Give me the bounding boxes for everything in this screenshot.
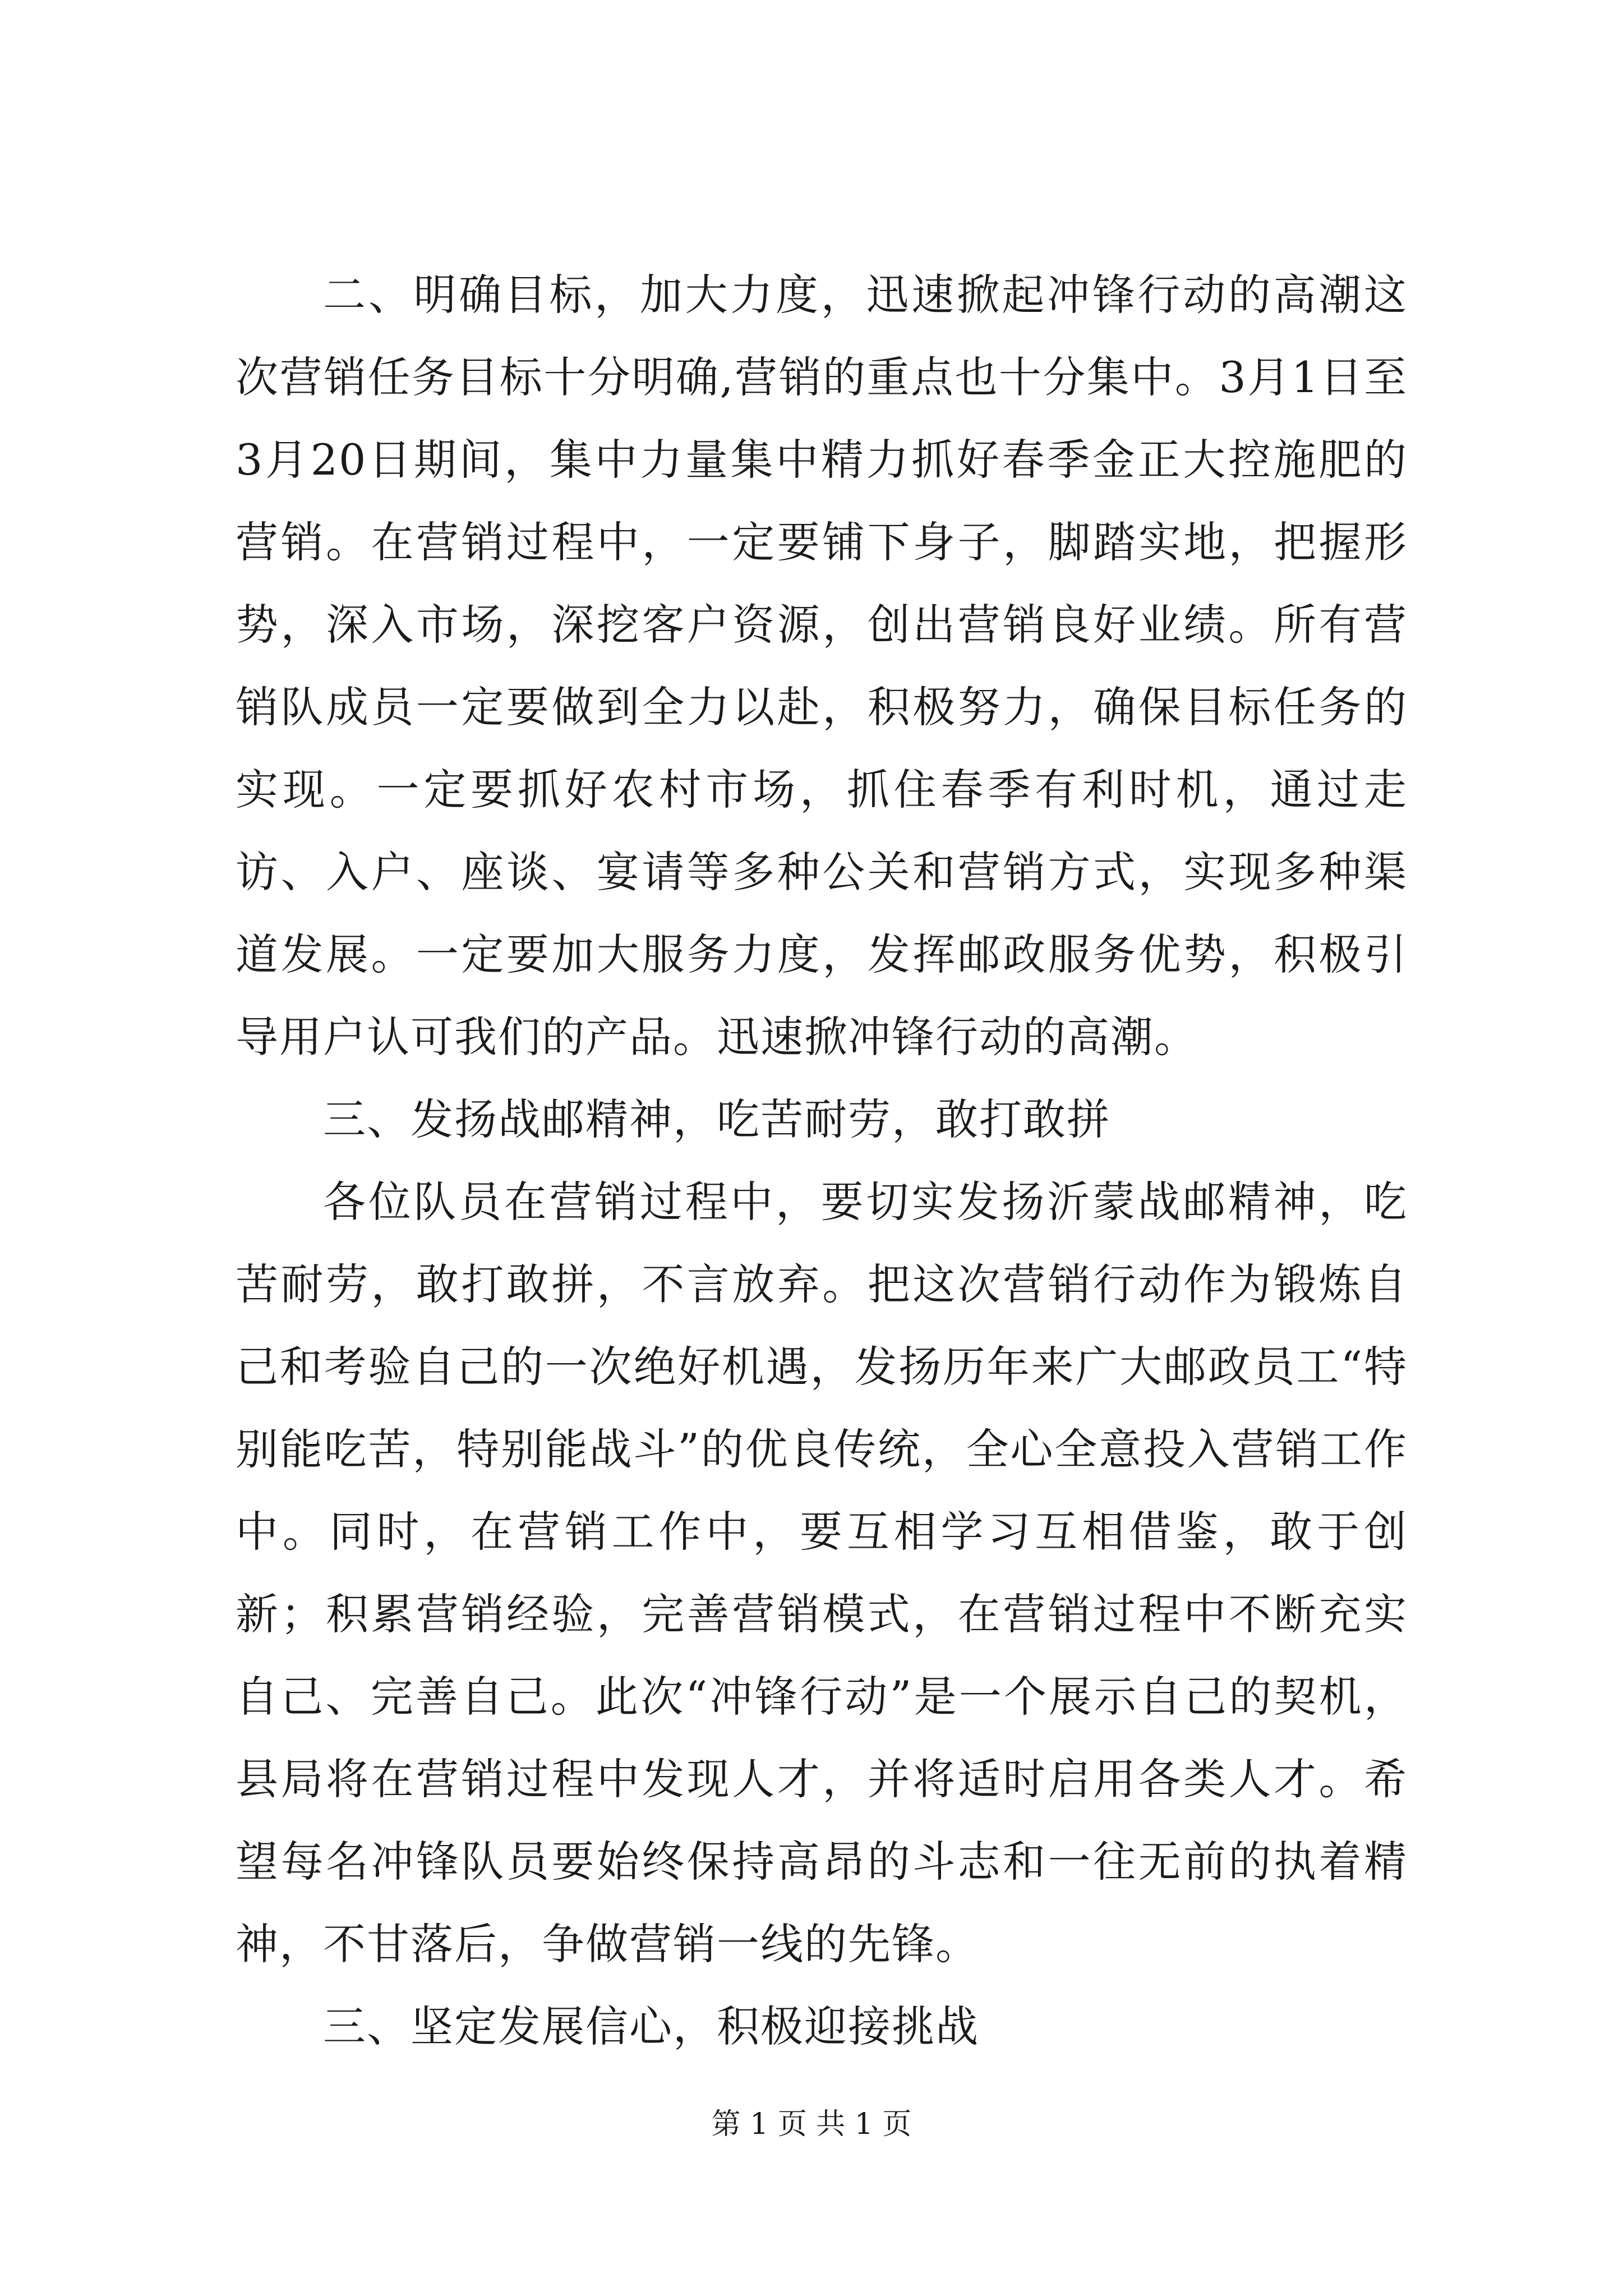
section-heading-spirit: 三、发扬战邮精神，吃苦耐劳，敢打敢拼 (323, 1094, 1110, 1144)
document-body (236, 254, 1408, 2068)
paragraph-marketing-goals: 二、明确目标，加大力度，迅速掀起冲锋行动的高潮这次营销任务目标十分明确,营销的重点也十分集中。3月1日至3月20日期间，集中力量集中精力抓好春季金正大控施肥的营销。在营销过程中，一定要铺下身子，脚踏实地，把握形势，深入市场，深挖客户资源，创出营销良好业绩。所有营销队成员一定要做到全力以赴，积极努力，确保目标任务的实现。一定要抓好农村市场，抓住春季有利时机，通过走访、入户、座谈、宴请等多种公关和营销方式，实现多种渠道发展。一定要加大服务力度，发挥邮政服务优势，积极引导用户认可我们的产品。迅速掀冲锋行动的高潮。 (236, 270, 1408, 1062)
section-heading-confidence: 三、坚定发展信心，积极迎接挑战 (323, 2001, 979, 2051)
page-footer: 第 1 页 共 1 页 (711, 2108, 912, 2141)
paragraph-team-spirit: 各位队员在营销过程中，要切实发扬沂蒙战邮精神，吃苦耐劳，敢打敢拼，不言放弃。把这次营销行动作为锻炼自己和考验自己的一次绝好机遇，发扬历年来广大邮政员工“特别能吃苦，特别能战斗”的优良传统，全心全意投入营销工作中。同时，在营销工作中，要互相学习互相借鉴，敢于创新；积累营销经验，完善营销模式，在营销过程中不断充实自己、完善自己。此次“冲锋行动”是一个展示自己的契机，县局将在营销过程中发现人才，并将适时启用各类人才。希望每名冲锋队员要始终保持高昂的斗志和一往无前的执着精神，不甘落后，争做营销一线的先锋。 (236, 1177, 1408, 1969)
